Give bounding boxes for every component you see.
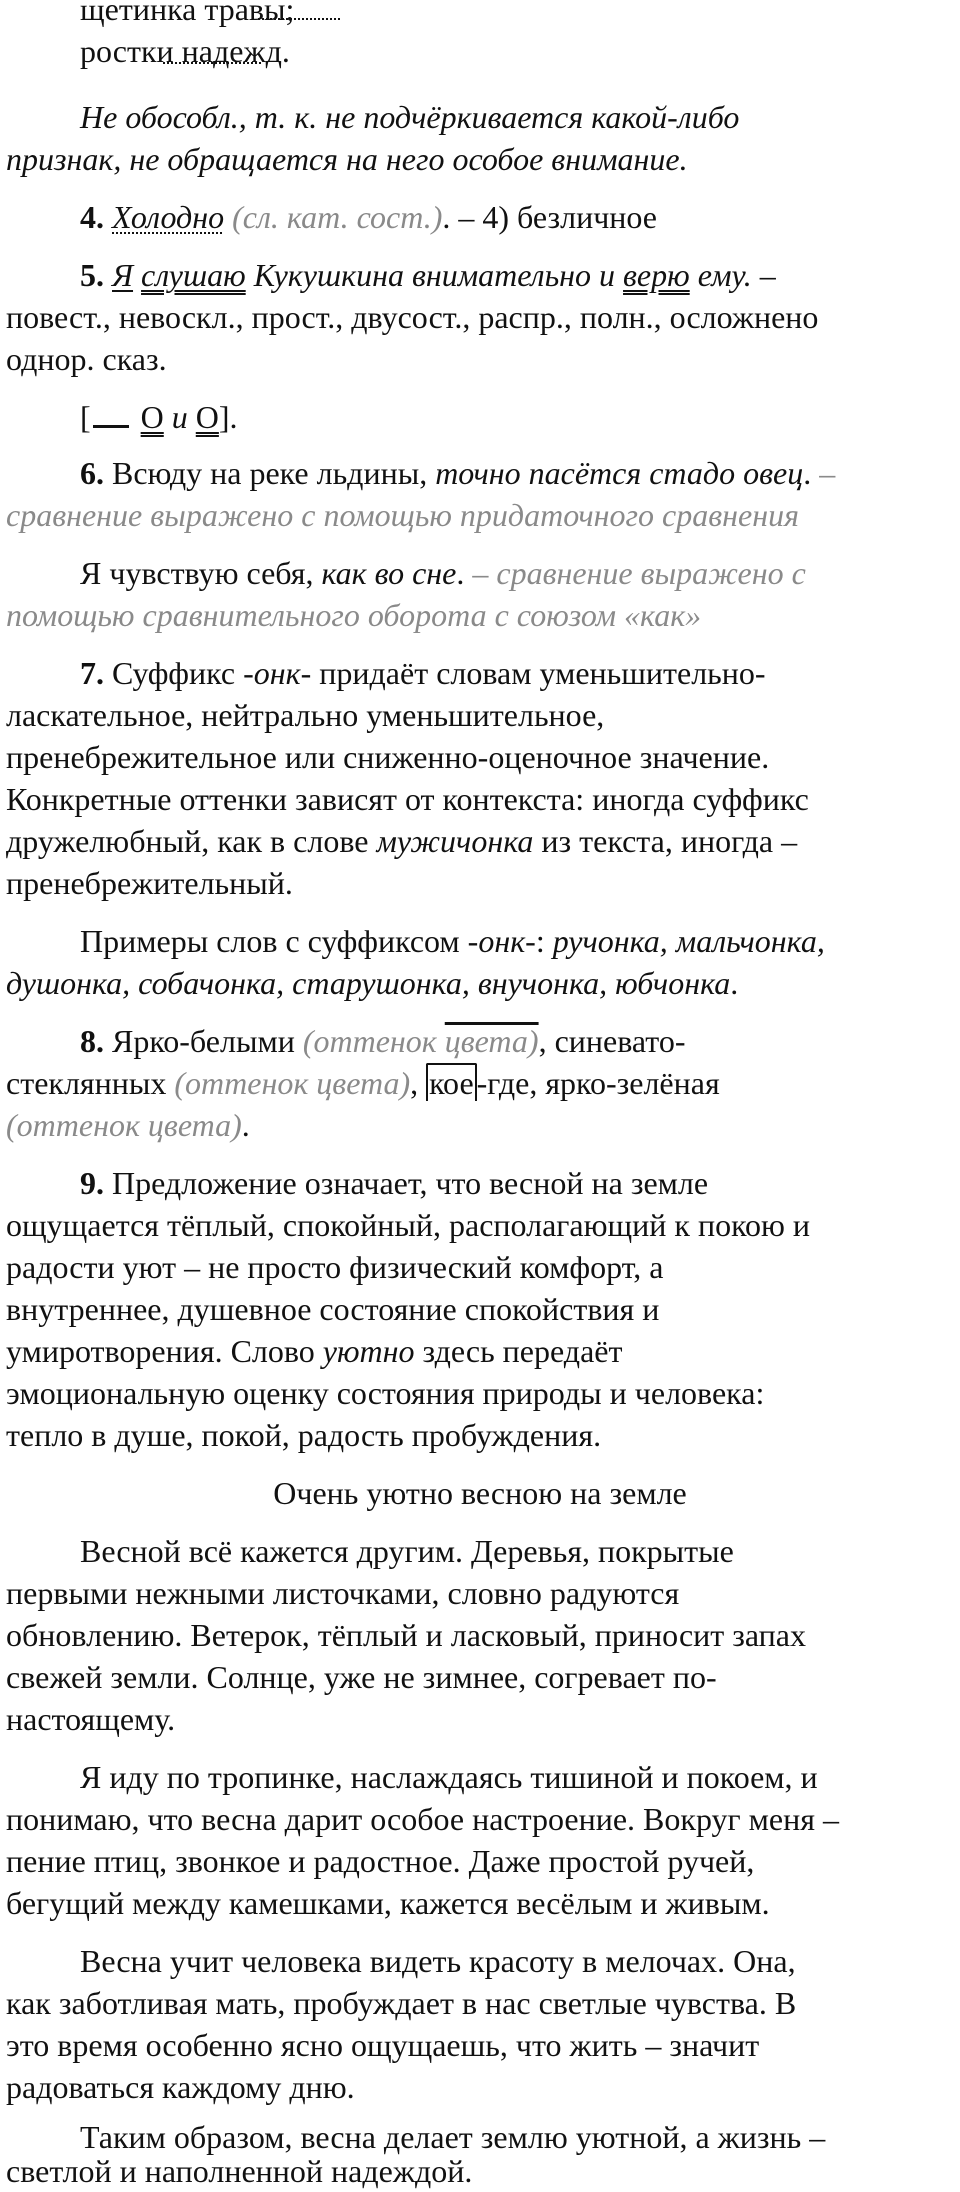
essay-line: Я иду по тропинке, наслаждаясь тишиной и покоем, и <box>80 1759 818 1795</box>
text-line <box>6 1062 720 1104</box>
sentence-text: ему. <box>689 257 752 293</box>
scheme-bracket: [ <box>80 399 91 435</box>
sentence-text: Я чувствую себя, <box>80 555 322 591</box>
text: : <box>535 923 553 959</box>
text-line: повест., невоскл., прост., двусост., распр., полн., осложнено <box>6 299 819 335</box>
text-line <box>6 1104 250 1146</box>
answer-4 <box>80 196 657 238</box>
suffix: -онк- <box>243 655 312 691</box>
text: придаёт словам уменьшительно- <box>311 655 766 691</box>
essay-line: радоваться каждому дню. <box>6 2069 355 2105</box>
text-line: эмоциональную оценку состояния природы и человека: <box>6 1375 765 1411</box>
text: Суффикс <box>104 655 244 691</box>
essay-line: свежей земли. Солнце, уже не зимнее, согревает по- <box>6 1659 717 1695</box>
text-line: радости уют – не просто физический комфорт, а <box>6 1249 664 1285</box>
text: умиротворения. Слово <box>6 1333 323 1369</box>
essay-line: настоящему. <box>6 1701 176 1737</box>
text-line: ласкательное, нейтрально уменьшительное, <box>6 697 605 733</box>
examples-line <box>6 962 738 1004</box>
text-line: ощущается тёплый, спокойный, располагающий к покою и <box>6 1207 811 1243</box>
explanation: – <box>811 455 836 491</box>
note-line: Не обособл., т. к. не подчёркивается какой-либо <box>80 99 740 135</box>
item-number: 8. <box>80 1023 104 1059</box>
answer-text: . – 4) безличное <box>442 199 657 235</box>
text: из текста, иногда – <box>533 823 798 859</box>
item-number: 6. <box>80 455 104 491</box>
punct: . <box>803 455 812 491</box>
punct: . <box>456 555 465 591</box>
subject-word: Я <box>112 257 134 293</box>
essay-line: понимаю, что весна дарит особое настроение. Вокруг меня – <box>6 1801 839 1837</box>
explanation: сравнение выражено с помощью придаточного сравнения <box>6 497 799 533</box>
sentence-scheme <box>80 396 238 438</box>
essay-line: пение птиц, звонкое и радостное. Даже простой ручей, <box>6 1843 755 1879</box>
example-words: душонка, собачонка, старушонка, внучонка, юбчонка <box>6 965 731 1001</box>
item-number: 4. <box>80 199 104 235</box>
text: Примеры слов с суффиксом <box>80 923 468 959</box>
essay-line: обновлению. Ветерок, тёплый и ласковый, приносит запах <box>6 1617 806 1653</box>
essay-line: Весной всё кажется другим. Деревья, покрытые <box>80 1533 734 1569</box>
answer-7 <box>80 652 766 694</box>
text-line: Конкретные оттенки зависят от контекста: иногда суффикс <box>6 781 809 817</box>
text: Ярко-белыми <box>104 1023 303 1059</box>
answer-6 <box>80 452 835 494</box>
predicate-word: верю <box>623 257 690 293</box>
essay-line: как заботливая мать, пробуждает в нас светлые чувства. В <box>6 1985 797 2021</box>
explanation: помощью сравнительного оборота с союзом «как» <box>6 597 702 633</box>
dash: – <box>751 257 776 293</box>
text: , <box>410 1065 427 1101</box>
scheme-bracket: ]. <box>218 399 238 435</box>
text: здесь передаёт <box>414 1333 623 1369</box>
text: -где, ярко-зелёная <box>476 1065 720 1101</box>
text-line <box>80 0 294 30</box>
text-line: пренебрежительный. <box>6 865 293 901</box>
essay-line: это время особенно ясно ощущаешь, что жить – значит <box>6 2027 760 2063</box>
answer-8 <box>80 1020 686 1062</box>
text-line-start: щетинка травы; <box>80 0 295 27</box>
sentence-text: Всюду на реке льдины, <box>104 455 436 491</box>
grammar-note: (сл. кат. сост.) <box>232 199 443 235</box>
item-number: 5. <box>80 257 104 293</box>
text-line <box>6 1330 622 1372</box>
note: (оттенок <box>302 1023 445 1059</box>
text: Предложение означает, что весной на земле <box>104 1165 709 1201</box>
note-line: признак, не обращается на него особое внимание. <box>6 141 688 177</box>
answer-6-example <box>80 552 806 594</box>
underline-mark <box>163 62 261 64</box>
explanation: – сравнение выражено с <box>464 555 806 591</box>
essay-line: Весна учит человека видеть красоту в мелочах. Она, <box>80 1943 796 1979</box>
subject-blank <box>93 399 129 428</box>
text: , синевато- <box>538 1023 686 1059</box>
essay-line: светлой и наполненной надеждой. <box>6 2153 473 2189</box>
note: (оттенок цвета) <box>6 1107 242 1143</box>
suffix: -онк- <box>467 923 536 959</box>
scheme-conj: и <box>171 399 188 435</box>
text-line: пренебрежительное или сниженно-оценочное значение. <box>6 739 770 775</box>
essay-title: Очень уютно весною на земле <box>273 1475 687 1511</box>
scheme-predicate: O <box>195 399 219 435</box>
space <box>133 257 141 293</box>
text: дружелюбный, как в слове <box>6 823 377 859</box>
text-line: однор. сказ. <box>6 341 167 377</box>
sentence-text: точно пасётся стадо овец <box>435 455 804 491</box>
text-line: внутреннее, душевное состояние спокойствия и <box>6 1291 660 1327</box>
example-words: ручонка, мальчонка, <box>552 923 825 959</box>
text-line <box>6 820 797 862</box>
sentence-text: как во сне <box>321 555 457 591</box>
keyword: уютно <box>322 1333 415 1369</box>
note: (оттенок цвета) <box>174 1065 411 1101</box>
item-number: 7. <box>80 655 104 691</box>
examples-line <box>80 920 825 962</box>
prefix-mark: кое <box>426 1063 477 1101</box>
underline-mark <box>258 18 340 20</box>
essay-line: Таким образом, весна делает землю уютной, а жизнь – <box>80 2119 826 2155</box>
text-line-content: ростки надежд. <box>80 33 290 69</box>
text-line: тепло в душе, покой, радость пробуждения. <box>6 1417 602 1453</box>
item-number: 9. <box>80 1165 104 1201</box>
text: стеклянных <box>6 1065 175 1101</box>
answer-9 <box>80 1162 708 1204</box>
punct: . <box>730 965 739 1001</box>
predicate-word: слушаю <box>141 257 246 293</box>
sentence-text: Кукушкина внимательно и <box>245 257 624 293</box>
scheme-predicate: O <box>140 399 164 435</box>
example-word: мужичонка <box>376 823 534 859</box>
answer-5 <box>80 254 776 296</box>
essay-line: первыми нежными листочками, словно радуются <box>6 1575 680 1611</box>
note: цвета) <box>444 1023 539 1059</box>
predicate-word: Холодно <box>112 199 225 235</box>
text-line <box>80 30 290 72</box>
essay-line: бегущий между камешками, кажется весёлым и живым. <box>6 1885 770 1921</box>
punct: . <box>241 1107 250 1143</box>
